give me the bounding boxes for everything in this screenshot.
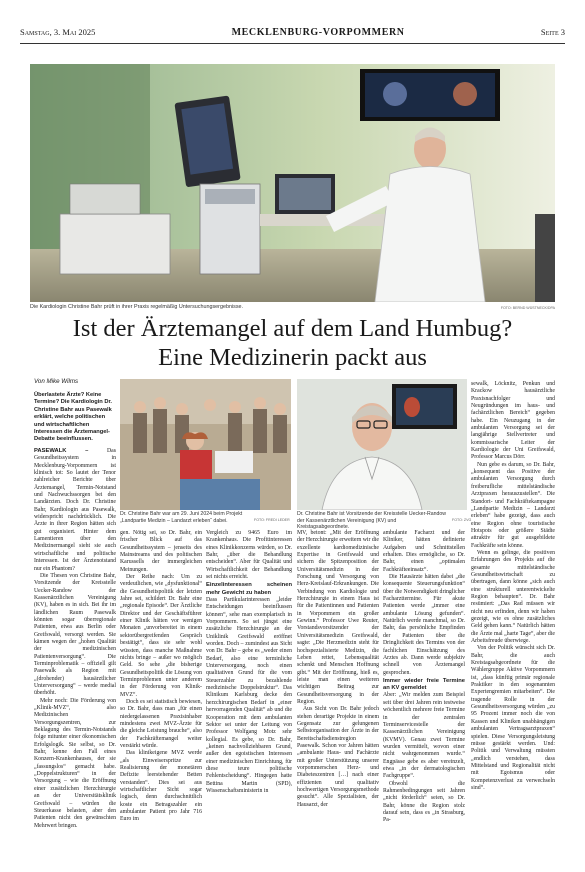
main-photo: [30, 64, 555, 302]
portrait-photo: [297, 379, 467, 510]
landpartie-photo: [120, 379, 291, 510]
headline: [20, 314, 565, 372]
column-3-paragraph-2: Dass Partikularinteressen „leider Entscheidungen beeinflussen können“, sehe man exemplarisch in Vorpommern. So sei jüngst eine zusätzliche Herzchirurgie an der Uniklinik Greifswald eröffnet worden. Doch – zumindest aus Sicht von Dr. Bahr – gebe es „weder einen Bedarf, also eine terminliche Unterversorgung, noch einen qualitativen Grund für die vom Steuerzahler zu bezahlende medizinische Doppelstruktur“. Das Klinikum Karlsburg decke den herzchirurgischen Bedarf in „einer hervorragenden Qualität“ ab und die Kooperation mit dem ambulanten Sektor sei unter der Leitung von Professor Wolfgang Motz sehr kollegial. Es gebe, so Dr. Bahr, „keinen nachvollziehbaren Grund, außer den egoistischen Interessen einer medizinischen Einrichtung, für diese teure politische Fehlentscheidung“. Hingegen hatte Bettina Martin (SPD), Wissenschaftsministerin in: [206, 597, 292, 794]
column-2-paragraph-1: gen. Nötig sei, so Dr. Bahr, ein frischer Blick auf das Gesundheitssystem – jenseits des Mainstreams und des politischen Karussells der immergleichen Meinungen.: [120, 530, 202, 573]
landpartie-photo-credit: FOTO: FREDI LEDER: [254, 518, 290, 522]
doctor-portrait-illustration: [297, 379, 467, 510]
column-6-paragraph-4: Von der Politik wünscht sich Dr. Bahr, die auch Kreistagsabgeordnete für die Wählergruppe Aktive Vorpommern ist, „dass künftig primär regionale Praktiker in den sogenannten Expertengremien mitarbeiten“. Die tragende Rolle in der Gesundheitsversorgung würden „zu 95 Prozent immer noch die von Kassen und Kliniken unabhängigen ambulanten Vertragsarztpraxen“ spielen. Diese Versorgungsleistung müsse gestärkt werden. Und: Politik und Verwaltung müssten „endlich verstehen, dass Mittelstand und Regionalität nicht mit Egoismus oder Kompetenzverlust zu verwechseln sind“.: [471, 645, 555, 791]
column-1-paragraph-2: Die Thesen von Christine Bahr, Vorsitzende der Kreisstelle Uecker-Randow der Kassenärztlichen Vereinigung (KV), haben es in sich. Bei ihr im ländlichen Raum Pasewalk könnten sogar überregionale Patienten, etwa aus Berlin oder Greifswald, versorgt werden. Sie kämen wegen der „hohen Qualität der medizinischen Patientenversorgung“. Die Terminproblematik – offiziell gilt Pasewalk als Region mit „(drohender) hausärztlicher Unterversorgung“ – werde medial überhöht.: [34, 572, 116, 697]
column-6-paragraph-3: Wenn es gelinge, die positiven Erfahrungen des Projekts auf die gesamte mittelständische Gesundheitswirtschaft zu übertragen, dann könne „sich auch eine strukturell unterentwickelte Region behaupten“. Dr. Bahr resümiert: „Das Rad müssen wir nicht neu erfinden, denn wir haben gezeigt, wie es ohne zusätzliches Geld gehen kann.“ Natürlich hätten die Ärzte mal „harte Tage“, aber die Arbeitsfreude überwiege.: [471, 549, 555, 645]
article-column-4: [297, 530, 379, 809]
portrait-photo-caption: Dr. Christine Bahr ist Vorsitzende der Kreisstelle Uecker-Randow der Kassenärztlichen Vereinigung (KV) und Kreistagsabgeordnete.: [297, 511, 447, 531]
column-5-subheading: Immer wieder freie Termine an KV gemeldet: [383, 677, 465, 692]
section-title: MECKLENBURG-VORPOMMERN: [231, 26, 405, 38]
column-5-paragraph-2: Die Hausärzte hätten dabei „die konsequente Steuerungsfunktion“ über die Notwendigkeit dringlicher Facharzttermine. Für akute Patienten werde „immer eine ambulante Lösung gefunden“. Natürlich werde manchmal, so Dr. Bahr, das persönliche Empfinden der Patienten über die Dringlichkeit des Termins von der fachlichen Einschätzung des Arztes ab. Dann werde subjektiv schnell von Ärztemangel gesprochen.: [383, 574, 465, 676]
article-column-3: [206, 530, 292, 795]
landpartie-photo-caption: Dr. Christine Bahr war am 29. Juni 2024 beim Projekt „Landpartie Medizin – Landarzt erleben“ dabei.: [120, 511, 243, 524]
byline: Von Mike Wilms: [34, 378, 79, 385]
column-3-paragraph-1: Vergleich zu 9465 Euro im Krankenhaus. Die Profitinteressen eines Klinikkonzerns würden, so Dr. Bahr, „über die Behandlung entscheiden“. Aber für Qualität und Wirtschaftlichkeit der Behandlung sei nichts erreicht.: [206, 530, 292, 581]
headline-line-2: Eine Medizinerin packt aus: [158, 344, 427, 371]
column-1-paragraph-3: Mehr noch: Die Förderung von „Klinik-MVZ“, also Medizinischen Versorgungszentren, zur Beklagung des Termin-Notstands folge mitunter einer ökonomischen Erfolgslogik. Sie selbst, so Dr. Bahr, kenne den Fall eines Konzern-Krankenhauses, der sie „fassungslos“ gemacht habe. „Doppelstrukturen“ in der Versorgung – wie die Eröffnung einer zusätzlichen Herzchirurgie an der Universitätsklinik Greifswald – würden die Steuerkasse belasten, aber den Patienten nicht den gewünschten Mehrwert bringen.: [34, 697, 116, 829]
issue-date: Samstag, 3. Mai 2025: [20, 27, 96, 37]
group-photo-illustration: [120, 379, 291, 510]
column-1-paragraph-1: [34, 448, 116, 573]
column-2-paragraph-3: Doch es sei statistisch bewiesen, so Dr. Bahr, dass man „für einen niedergelassenen Praxisinhaber mindestens zwei MVZ-Ärzte für die gleiche Leistung brauche“, also der Fachkräftemangel weiter verstärkt würde.: [120, 698, 202, 749]
main-photo-caption: Die Kardiologin Christine Bahr prüft in ihrer Praxis regelmäßig Untersuchungsergebnisse.: [30, 304, 244, 310]
lead-paragraph: Überlastete Ärzte? Keine Termine? Die Kardiologin Dr. Christine Bahr aus Pasewalk erklärt, welche politischen und wirtschaftlichen Interessen die Ärztemangel-Debatte beeinflussen.: [34, 392, 112, 443]
article-column-6: [471, 381, 555, 792]
column-5-paragraph-3: Aber: „Wir melden zum Beispiel seit über drei Jahren rein testweise wöchentlich mehrere freie Termine in der zentralen Terminservicestelle der Kassenärztlichen Vereinigung (KVMV). Genau zwei Termine wurden vermittelt, wovon einer nicht wahrgenommen wurde.“ Engpässe gebe es aber vereinzelt, etwa „in der dermatologischen Fachgruppe“.: [383, 692, 465, 780]
page-number: Seite 3: [540, 27, 565, 37]
page-header: [20, 24, 565, 40]
column-5-paragraph-1: ambulante Facharzt und der Kliniker, hätten definierte Aufgaben und Schnittstellen erhalten. Dies ermögliche, so Dr. Bahr, einen „optimalen Fachkräfteeinsatz“.: [383, 530, 465, 573]
column-3-subheading: Einzelinteressen scheinen mehr Gewicht zu haben: [206, 582, 292, 596]
article-column-5: [383, 530, 465, 825]
column-5-paragraph-4: Obwohl die Rahmenbedingungen seit Jahren „nicht förderlich“ seien, so Dr. Bahr, könne die Region stolz darauf sein, dass es „in Strasburg, Pa-: [383, 780, 465, 824]
column-4-paragraph-2: Aus Sicht von Dr. Bahr jedoch stehen derartige Projekte in einem Gegensatz zur gelungenen Selbstorganisation der Ärzte in der Bereitschaftsdienstregion Pasewalk. Schon vor Jahren hätten „ambulante Haus- und Fachärzte mit großer Unterstützung unserer vorpommerschen Herz- und Diabeteszentren […] nach einer effizienten und qualitativ hochwertigen Versorgungsmethode gesucht“. Alle Spezialisten, der Hausarzt, der: [297, 706, 379, 808]
article-column-2: [120, 530, 202, 824]
portrait-photo-credit: FOTO: ZVG: [452, 518, 472, 522]
column-2-paragraph-2: Der Reihe nach: Um zu verdeutlichen, wie „dysfunktional“ die Gesundheitspolitik der letzten Jahre sei, schildert Dr. Bahr eine „regionale Episode“. Der Ärztliche Direktor und der Geschäftsführer einer Klinik hätten vor wenigen Monaten „unvorbereitet in einem sektorübergreifenden Gespräch bestätigt“, dass sie sehr wohl wüssten, dass manche Maßnahme nichts bringe – außer wo möglich Geld. So sehe „die bisherige Gesundheitspolitik die Lösung von Terminproblemen unter anderem in der Förderung von Klinik-MVZ“.: [120, 574, 202, 698]
column-6-paragraph-1: sewalk, Löcknitz, Penkun und Krackow hausärztliche Praxisnachfolger und Neugründungen im haus- und fachärztlichen Bereich“ gegeben habe. Ein Neuzugang in der ambulanten Versorgung sei der langjährige Stellvertreter und kommissarische Leiter der Kardiologie der Uni Greifswald, Professor Marcus Dörr.: [471, 381, 555, 461]
doctor-at-ultrasound-illustration: [30, 64, 555, 302]
column-6-paragraph-2: Nun gebe es darum, so Dr. Bahr, „konsequent das Positive der ambulanten Versorgung durch freiberufliche mittelständische Arztpraxen herauszustellen“. Die Standort- und Fachkräftekampagne „Landpartie Medizin – Landarzt erleben“ habe gezeigt, dass auch eine Region ohne touristische Hotspots oder größere Städte attraktiv für gut ausgebildete Fachkräfte sein könne.: [471, 461, 555, 549]
column-4-paragraph-1: MV, betont: „Mit der Eröffnung der Herzchirurgie erweitern wir die exzellente kardiomedizinische Expertise in Greifswald und sichern die Spitzenposition der Universitätsmedizin in der Forschung und Versorgung von Herz-Kreislauf-Erkrankungen. Die Verbindung von Kardiologie und Herzchirurgie in einem Haus ist für die Patientinnen und Patienten in Vorpommern ein großer Gewinn.“ Professor Uwe Reuter, Vorstandsvorsitzender der Universitätsmedizin Greifswald, sagte: „Die Herzmedizin steht für hochspezialisierte Medizin, die Leben rettet, Lebensqualität schenkt und Menschen Hoffnung gibt.“ Mit der Eröffnung, hieß es, leiste man einen weiteren wichtigen Beitrag zur Gesundheitsversorgung in der Region.: [297, 530, 379, 705]
column-1-text-1: Das Gesundheitssystem in Mecklenburg-Vorpommern ist klinisch tot: So lautet der Tenor zahlreicher Berichte über Ärztemangel, Termin-Notstand und Nachwuchssorgen bei den Landärzten. Doch Dr. Christine Bahr, Kardiologin aus Pasewalk, widerspricht nachdrücklich. Die Ärzte in ihrer Region hätten sich gut organisiert. Hinter dem Lamentieren über den Medizinermangel sieht sie auch wirtschaftliche und politische Interessen. Ist der Ärztenotstand nur ein Phantom?: [34, 448, 116, 572]
header-rule: [20, 43, 565, 44]
headline-line-1: Ist der Ärztemangel auf dem Land Humbug?: [72, 315, 513, 342]
article-column-1: [34, 448, 116, 830]
dateline: PASEWALK –: [34, 448, 89, 454]
main-photo-credit: FOTO: BERND WÜSTNECK/DPA: [500, 306, 555, 310]
column-2-paragraph-4: Das klinikeigene MVZ werde „als Einweiserspritze zur Realisierung der monetären Defizite leerstehender Betten verstanden“. Dies sei aus wirtschaftlicher Sicht sogar logisch, denn durchschnittlich koste ein Betragszahler ein ambulanter Patient pro Jahr 716 Euro im: [120, 750, 202, 823]
